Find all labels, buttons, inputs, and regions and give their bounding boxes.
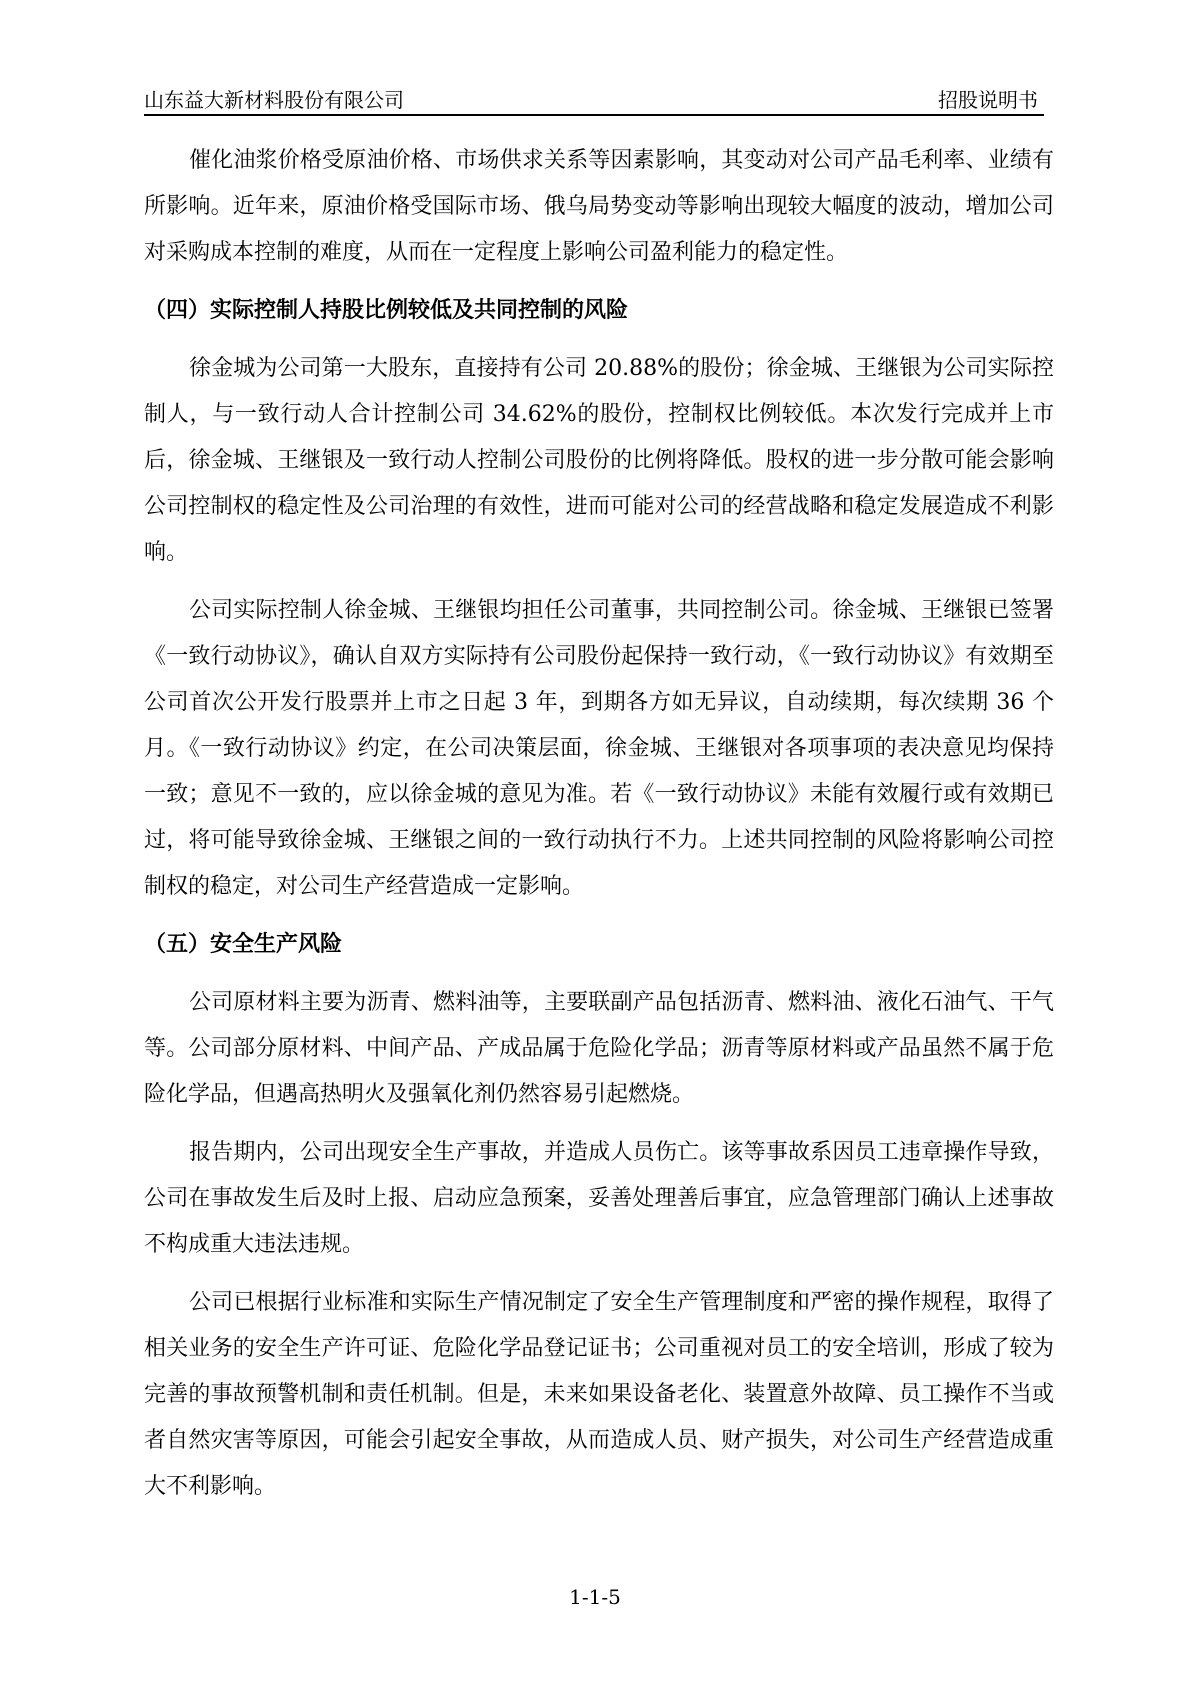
section-heading-safety-risk: （五）安全生产风险	[144, 932, 343, 957]
page-header	[144, 84, 1044, 116]
paragraph-raw-materials: 公司原材料主要为沥青、燃料油等，主要联副产品包括沥青、燃料油、液化石油气、干气等。公司部分原材料、中间产品、产成品属于危险化学品；沥青等原材料或产品虽然不属于危险化学品，但遇高热明火及强氧化剂仍然容易引起燃烧。	[144, 990, 1054, 1107]
paragraph-joint-control: 公司实际控制人徐金城、王继银均担任公司董事，共同控制公司。徐金城、王继银已签署《一致行动协议》，确认自双方实际持有公司股份起保持一致行动，《一致行动协议》有效期至公司首次公开发行股票并上市之日起 3 年，到期各方如无异议，自动续期，每次续期 36 个月。《一致行动协议》约定，在公司决策层面，徐金城、王继银对各项事项的表决意见均保持一致；意见不一致的，应以徐金城的意见为准。若《一致行动协议》未能有效履行或有效期已过，将可能导致徐金城、王继银之间的一致行动执行不力。上述共同控制的风险将影响公司控制权的稳定，对公司生产经营造成一定影响。	[144, 598, 1054, 899]
header-document-type: 招股说明书	[938, 88, 1038, 112]
header-company-name: 山东益大新材料股份有限公司	[144, 88, 404, 112]
paragraph-oil-slurry-price: 催化油浆价格受原油价格、市场供求关系等因素影响，其变动对公司产品毛利率、业绩有所影响。近年来，原油价格受国际市场、俄乌局势变动等影响出现较大幅度的波动，增加公司对采购成本控制的难度，从而在一定程度上影响公司盈利能力的稳定性。	[144, 148, 1054, 265]
paragraph-shareholding: 徐金城为公司第一大股东，直接持有公司 20.88%的股份；徐金城、王继银为公司实际控制人，与一致行动人合计控制公司 34.62%的股份，控制权比例较低。本次发行完成并上市后，徐金城、王继银及一致行动人控制公司股份的比例将降低。股权的进一步分散可能会影响公司控制权的稳定性及公司治理的有效性，进而可能对公司的经营战略和稳定发展造成不利影响。	[144, 356, 1054, 565]
page-number: 1-1-5	[569, 1585, 621, 1609]
paragraph-accident: 报告期内，公司出现安全生产事故，并造成人员伤亡。该等事故系因员工违章操作导致，公司在事故发生后及时上报、启动应急预案，妥善处理善后事宜，应急管理部门确认上述事故不构成重大违法违规。	[144, 1140, 1054, 1257]
document-body	[144, 138, 1054, 1522]
section-heading-control-risk: （四）实际控制人持股比例较低及共同控制的风险	[144, 298, 629, 323]
paragraph-safety-measures: 公司已根据行业标准和实际生产情况制定了安全生产管理制度和严密的操作规程，取得了相关业务的安全生产许可证、危险化学品登记证书；公司重视对员工的安全培训，形成了较为完善的事故预警机制和责任机制。但是，未来如果设备老化、装置意外故障、员工操作不当或者自然灾害等原因，可能会引起安全事故，从而造成人员、财产损失，对公司生产经营造成重大不利影响。	[144, 1290, 1054, 1499]
